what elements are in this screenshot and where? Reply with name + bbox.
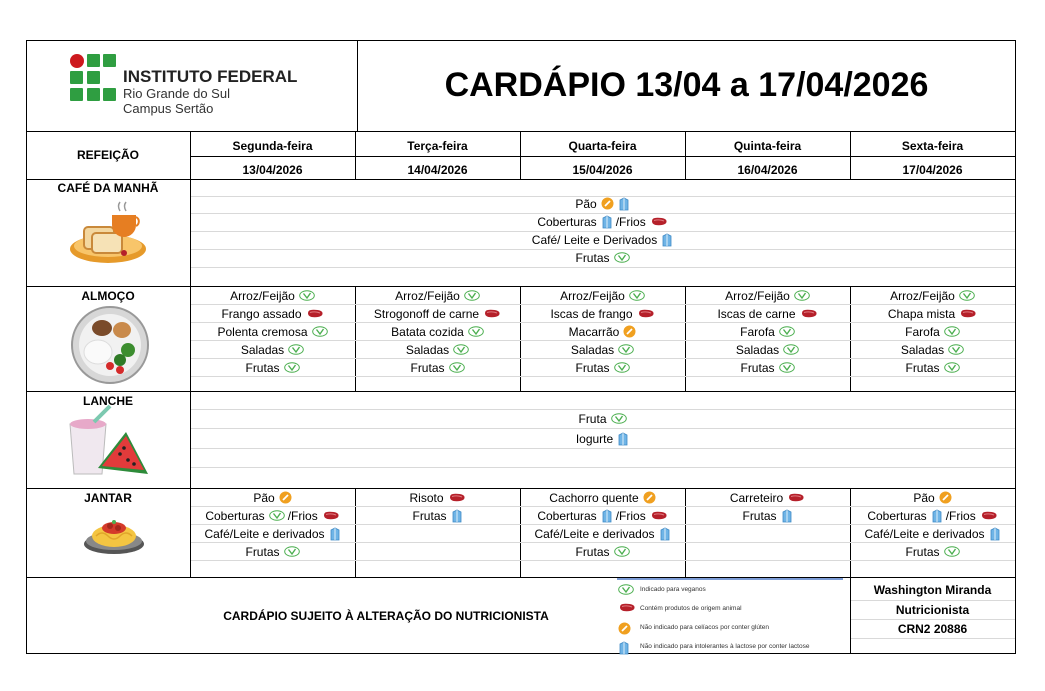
day-name: Sexta-feira (901, 139, 964, 153)
menu-item (850, 360, 1015, 375)
menu-item-text: Frutas (245, 544, 280, 559)
menu-item (520, 306, 685, 321)
dinner-spaghetti-icon (82, 516, 146, 558)
snack-yogurt-watermelon-icon (64, 404, 150, 486)
milk-icon (451, 509, 463, 523)
menu-item-text: Frutas (412, 508, 447, 523)
menu-item (190, 360, 355, 375)
page-title: CARDÁPIO 13/04 a 17/04/2026 (444, 66, 929, 104)
menu-item (850, 342, 1015, 357)
vegan-icon (614, 252, 630, 263)
menu-item-text: Pão (575, 196, 597, 211)
meat-icon (650, 217, 668, 226)
menu-item-text: Café/ Leite e Derivados (531, 232, 658, 247)
nutritionist-role: Nutricionista (895, 603, 970, 617)
menu-item-text: Frutas (575, 360, 610, 375)
meat-icon (483, 309, 501, 318)
milk-icon (781, 509, 793, 523)
menu-item-text: Café/Leite e derivados (864, 526, 985, 541)
day-name: Segunda-feira (232, 139, 313, 153)
milk-icon (659, 527, 671, 541)
menu-item (190, 306, 355, 321)
menu-item (355, 306, 520, 321)
gluten-icon (939, 491, 952, 504)
menu-item-text: Arroz/Feijão (890, 288, 955, 303)
menu-item-text: Café/Leite e derivados (534, 526, 655, 541)
day-name: Quinta-feira (733, 139, 802, 153)
meal-label-snack: LANCHE (83, 394, 133, 408)
vegan-icon (948, 344, 964, 355)
milk-icon (617, 432, 629, 446)
menu-item-text: Strogonoff de carne (373, 306, 480, 321)
menu-item-text-secondary: /Frios (615, 214, 646, 229)
menu-item-text-secondary: /Frios (945, 508, 976, 523)
menu-item (190, 544, 355, 559)
menu-item (520, 490, 685, 505)
menu-item (190, 526, 355, 541)
menu-item-text: Frutas (575, 544, 610, 559)
day-date: 15/04/2026 (572, 163, 633, 177)
if-logo (70, 54, 118, 108)
vegan-icon (269, 510, 285, 521)
vegan-icon (779, 326, 795, 337)
menu-item (190, 508, 355, 523)
menu-item (190, 250, 1015, 265)
milk-icon (618, 641, 630, 655)
meat-icon (618, 603, 636, 612)
nutritionist-name: Washington Miranda (873, 583, 992, 597)
menu-item (850, 526, 1015, 541)
menu-item (355, 360, 520, 375)
meat-icon (800, 309, 818, 318)
menu-item-text: Saladas (405, 342, 450, 357)
menu-item (190, 324, 355, 339)
vegan-icon (611, 413, 627, 424)
menu-item (685, 324, 850, 339)
gluten-icon (623, 325, 636, 338)
menu-item (520, 324, 685, 339)
menu-item-text: Pão (253, 490, 275, 505)
menu-item (355, 342, 520, 357)
menu-item-text: Farofa (905, 324, 940, 339)
menu-item (685, 508, 850, 523)
legend-text: Indicado para veganos (640, 586, 706, 593)
menu-item (520, 342, 685, 357)
day-date: 13/04/2026 (242, 163, 303, 177)
menu-item (355, 490, 520, 505)
meat-icon (980, 511, 998, 520)
menu-item-text-secondary: /Frios (615, 508, 646, 523)
menu-item-text: Coberturas (537, 214, 597, 229)
menu-item-text: Arroz/Feijão (395, 288, 460, 303)
menu-item (685, 306, 850, 321)
menu-item-text: Arroz/Feijão (725, 288, 790, 303)
gluten-icon (601, 197, 614, 210)
menu-item (520, 360, 685, 375)
menu-item-text: Coberturas (537, 508, 597, 523)
institution-name: INSTITUTO FEDERAL (123, 67, 298, 86)
vegan-icon (614, 362, 630, 373)
menu-item-text: Iogurte (575, 431, 614, 446)
menu-item-text: Farofa (740, 324, 775, 339)
menu-change-notice: CARDÁPIO SUJEITO À ALTERAÇÃO DO NUTRICIONISTA (223, 609, 549, 623)
menu-item (355, 288, 520, 303)
day-date: 14/04/2026 (407, 163, 468, 177)
menu-item-text: Frutas (905, 544, 940, 559)
vegan-icon (618, 584, 634, 595)
menu-item (850, 324, 1015, 339)
menu-item (850, 508, 1015, 523)
legend-text: Contém produtos de origem animal (640, 605, 742, 612)
gluten-icon (279, 491, 292, 504)
menu-item-text: Frutas (740, 360, 775, 375)
menu-item-text: Iscas de carne (717, 306, 796, 321)
menu-item-text: Frutas (742, 508, 777, 523)
menu-item-text: Café/Leite e derivados (204, 526, 325, 541)
menu-item (190, 196, 1015, 211)
menu-item-text: Cachorro quente (549, 490, 639, 505)
vegan-icon (944, 362, 960, 373)
if-logo-icon (70, 54, 118, 108)
meal-column-header: REFEIÇÃO (76, 148, 139, 162)
day-date: 17/04/2026 (902, 163, 963, 177)
meat-icon (448, 493, 466, 502)
legend-text: Não indicado para intolerantes à lactose por conter lactose (640, 643, 810, 650)
menu-item-text: Macarrão (568, 324, 620, 339)
meat-icon (650, 511, 668, 520)
menu-item (850, 306, 1015, 321)
institution-state: Rio Grande do Sul (123, 86, 230, 101)
menu-item (520, 544, 685, 559)
meat-icon (787, 493, 805, 502)
vegan-icon (453, 344, 469, 355)
vegan-icon (312, 326, 328, 337)
menu-item (850, 544, 1015, 559)
vegan-icon (618, 344, 634, 355)
meat-icon (959, 309, 977, 318)
menu-item-text: Frutas (245, 360, 280, 375)
menu-item (355, 324, 520, 339)
gluten-icon (618, 622, 631, 635)
vegan-icon (944, 326, 960, 337)
menu-item (685, 360, 850, 375)
menu-item-text: Fruta (578, 411, 607, 426)
meat-icon (637, 309, 655, 318)
milk-icon (931, 509, 943, 523)
menu-item (190, 232, 1015, 247)
vegan-icon (944, 546, 960, 557)
menu-item (190, 490, 355, 505)
menu-item-text: Iscas de frango (550, 306, 633, 321)
legend-text: Não indicado para celíacos por conter glúten (640, 624, 769, 631)
breakfast-illustration-icon (66, 197, 150, 269)
menu-item (190, 342, 355, 357)
meat-icon (322, 511, 340, 520)
vegan-icon (284, 362, 300, 373)
menu-item (685, 490, 850, 505)
menu-item (190, 411, 1015, 426)
menu-item (850, 490, 1015, 505)
vegan-icon (468, 326, 484, 337)
milk-icon (601, 509, 613, 523)
menu-item (355, 508, 520, 523)
menu-item-text: Saladas (900, 342, 945, 357)
menu-item-text: Risoto (409, 490, 444, 505)
lunch-plate-icon (68, 304, 152, 386)
menu-item (190, 431, 1015, 446)
menu-item (685, 342, 850, 357)
menu-item (520, 508, 685, 523)
menu-item-text: Polenta cremosa (217, 324, 308, 339)
milk-icon (601, 215, 613, 229)
menu-item-text: Pão (913, 490, 935, 505)
meal-label-lunch: ALMOÇO (81, 289, 135, 303)
milk-icon (618, 197, 630, 211)
menu-item-text: Saladas (735, 342, 780, 357)
vegan-icon (783, 344, 799, 355)
menu-item-text: Saladas (240, 342, 285, 357)
menu-item-text: Frango assado (221, 306, 302, 321)
menu-item-text: Chapa mista (887, 306, 956, 321)
vegan-icon (794, 290, 810, 301)
vegan-icon (284, 546, 300, 557)
vegan-icon (464, 290, 480, 301)
vegan-icon (299, 290, 315, 301)
menu-item-text: Frutas (905, 360, 940, 375)
milk-icon (661, 233, 673, 247)
vegan-icon (288, 344, 304, 355)
institution-campus: Campus Sertão (123, 101, 214, 116)
menu-item (190, 288, 355, 303)
vegan-icon (959, 290, 975, 301)
menu-item-text: Carreteiro (729, 490, 784, 505)
menu-item-text: Batata cozida (391, 324, 464, 339)
meat-icon (306, 309, 324, 318)
menu-item (685, 288, 850, 303)
day-date: 16/04/2026 (737, 163, 798, 177)
menu-item-text: Frutas (410, 360, 445, 375)
menu-item (190, 214, 1015, 229)
meal-label-dinner: JANTAR (84, 491, 132, 505)
menu-item (520, 526, 685, 541)
menu-item-text: Arroz/Feijão (560, 288, 625, 303)
nutritionist-crn: CRN2 20886 (897, 622, 968, 636)
meal-label-breakfast: CAFÉ DA MANHÃ (57, 181, 159, 195)
vegan-icon (614, 546, 630, 557)
menu-item (520, 288, 685, 303)
vegan-icon (779, 362, 795, 373)
menu-item-text-secondary: /Frios (287, 508, 318, 523)
menu-item-text: Coberturas (867, 508, 927, 523)
menu-item-text: Coberturas (205, 508, 265, 523)
milk-icon (329, 527, 341, 541)
vegan-icon (449, 362, 465, 373)
menu-item-text: Saladas (570, 342, 615, 357)
vegan-icon (629, 290, 645, 301)
menu-item-text: Arroz/Feijão (230, 288, 295, 303)
menu-item-text: Frutas (575, 250, 610, 265)
gluten-icon (643, 491, 656, 504)
day-name: Terça-feira (407, 139, 468, 153)
menu-item (850, 288, 1015, 303)
day-name: Quarta-feira (568, 139, 637, 153)
milk-icon (989, 527, 1001, 541)
